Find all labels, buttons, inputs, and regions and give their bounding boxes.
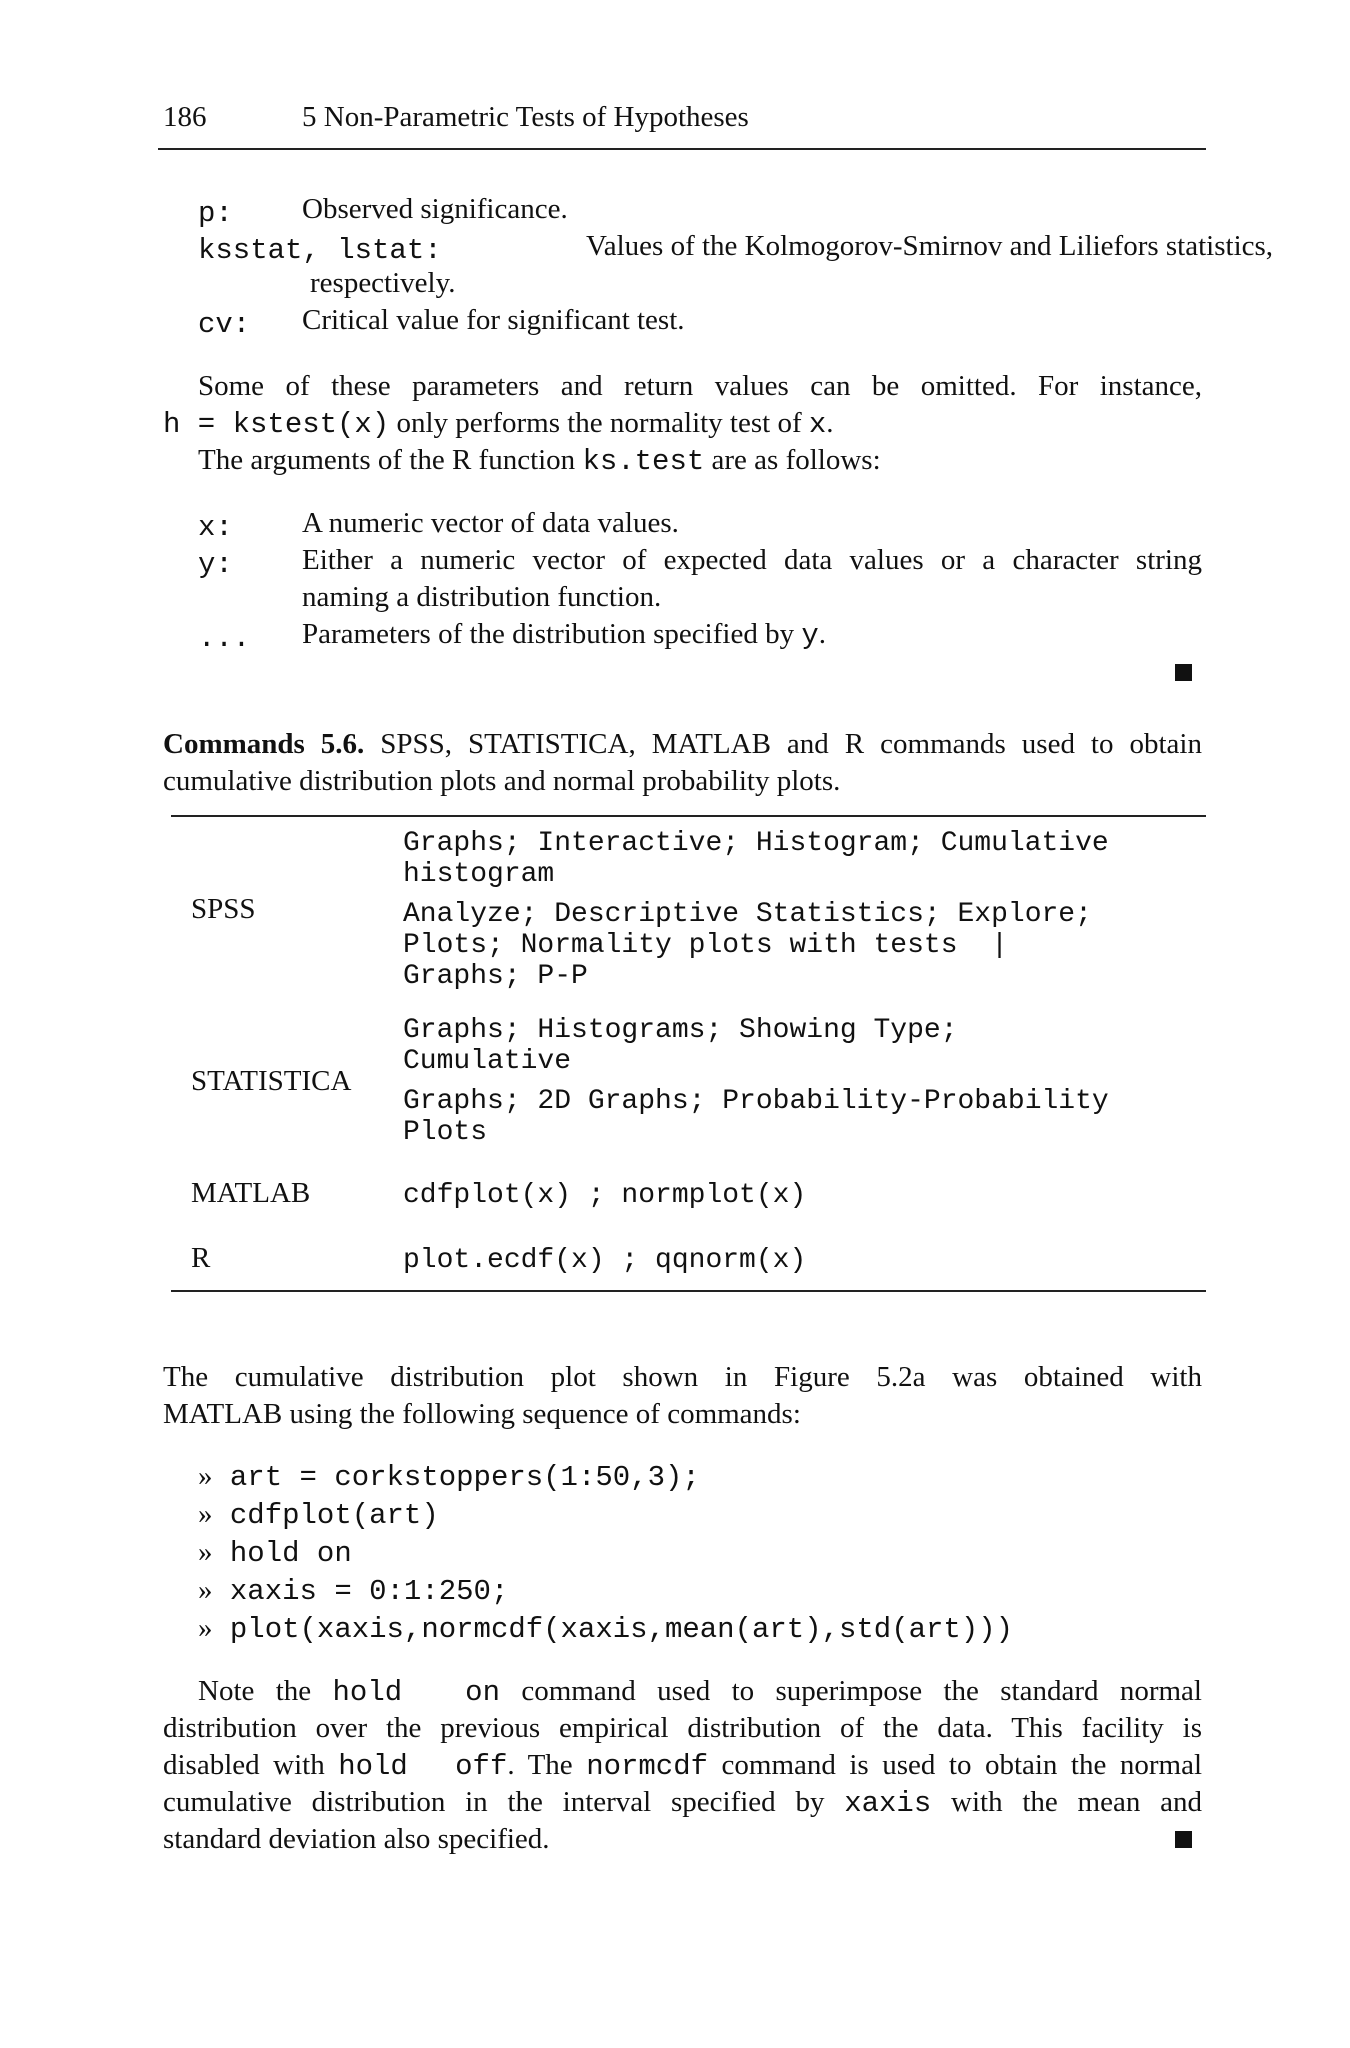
table-command-spss-2: Analyze; Descriptive Statistics; Explore; Plots; Normality plots with tests | Graphs; P-P	[403, 899, 1092, 992]
commands-caption-label: Commands 5.6.	[163, 728, 365, 760]
para3-text: command used to superimpose the standard normal	[499, 1675, 1202, 1707]
code-line	[198, 1572, 1013, 1610]
para3-text: disabled with	[163, 1749, 339, 1781]
para1-line3-tail: are as follows:	[704, 444, 881, 476]
table-top-rule	[171, 815, 1206, 817]
code-normcdf: normcdf	[586, 1750, 709, 1783]
param-desc-ksstat-cont: respectively.	[310, 267, 456, 299]
table-command-spss-1: Graphs; Interactive; Histogram; Cumulative histogram	[403, 828, 1109, 890]
param-name-cv: cv:	[198, 308, 251, 341]
prompt-glyph: »	[198, 1498, 213, 1530]
code-line-text: cdfplot(art)	[229, 1499, 439, 1532]
arg-desc-dots	[302, 615, 826, 655]
code-block	[198, 1458, 1013, 1648]
param-desc-ksstat: Values of the Kolmogorov-Smirnov and Liliefors statistics,	[586, 230, 1274, 262]
code-line-text: art = corkstoppers(1:50,3);	[229, 1461, 700, 1494]
code-ks-test: ks.test	[582, 445, 705, 478]
code-kstest: h = kstest(x)	[163, 408, 390, 441]
arg-desc-x: A numeric vector of data values.	[302, 507, 679, 539]
para3-line5: standard deviation also specified.	[163, 1823, 550, 1855]
table-bottom-rule	[171, 1290, 1206, 1292]
code-line-text: hold on	[229, 1537, 352, 1570]
para1-line2	[163, 404, 834, 444]
end-of-remark-square	[1175, 664, 1192, 681]
table-software-statistica: STATISTICA	[191, 1065, 352, 1097]
param-name-ksstat: ksstat, lstat:	[198, 234, 442, 267]
para3-line1	[198, 1672, 1202, 1712]
arg-desc-y-cont: naming a distribution function.	[302, 581, 662, 613]
prompt-glyph: »	[198, 1612, 213, 1644]
arg-desc-dots-period: .	[818, 618, 826, 650]
code-y: y	[801, 619, 819, 652]
page-number: 186	[163, 101, 207, 133]
para3-text: Note the	[198, 1675, 333, 1707]
param-name-p: p:	[198, 197, 233, 230]
arg-desc-y: Either a numeric vector of expected data values or a character string	[302, 544, 1202, 576]
code-line	[198, 1610, 1013, 1648]
code-x: x	[808, 408, 827, 441]
commands-caption-line1	[163, 725, 1202, 763]
arg-name-dots: ...	[198, 622, 251, 655]
code-line	[198, 1534, 1013, 1572]
commands-caption-text: SPSS, STATISTICA, MATLAB and R commands used to obtain	[364, 728, 1202, 760]
prompt-glyph: »	[198, 1574, 213, 1606]
code-hold-off: hold off	[338, 1750, 508, 1783]
prompt-glyph: »	[198, 1460, 213, 1492]
param-desc-cv: Critical value for significant test.	[302, 304, 685, 336]
para2-line2: MATLAB using the following sequence of commands:	[163, 1398, 801, 1430]
para3-text: command is used to obtain the normal	[708, 1749, 1203, 1781]
code-xaxis: xaxis	[844, 1787, 932, 1820]
para1-line1: Some of these parameters and return values can be omitted. For instance,	[198, 370, 1202, 402]
para3-line4	[163, 1783, 1202, 1823]
code-line-text: xaxis = 0:1:250;	[229, 1575, 509, 1608]
table-command-r: plot.ecdf(x) ; qqnorm(x)	[403, 1245, 807, 1276]
code-line-text: plot(xaxis,normcdf(xaxis,mean(art),std(art)))	[229, 1613, 1014, 1646]
prompt-glyph: »	[198, 1536, 213, 1568]
para3-text: . The	[507, 1749, 587, 1781]
table-command-statistica-2: Graphs; 2D Graphs; Probability-Probability Plots	[403, 1086, 1109, 1148]
table-command-statistica-1: Graphs; Histograms; Showing Type; Cumulative	[403, 1015, 958, 1077]
arg-name-y: y:	[198, 548, 233, 581]
para3-text: with the mean and	[931, 1786, 1202, 1818]
commands-caption-line2: cumulative distribution plots and normal probability plots.	[163, 765, 841, 797]
param-desc-p: Observed significance.	[302, 193, 568, 225]
table-software-spss: SPSS	[191, 893, 256, 925]
code-line	[198, 1458, 1013, 1496]
end-of-example-square	[1175, 1831, 1192, 1848]
para2-line1: The cumulative distribution plot shown in Figure 5.2a was obtained with	[163, 1361, 1202, 1393]
para1-period: .	[826, 407, 834, 439]
para1-line3-text: The arguments of the R function	[198, 444, 583, 476]
para3-line2: distribution over the previous empirical distribution of the data. This facility is	[163, 1712, 1202, 1744]
code-hold-on: hold on	[332, 1676, 500, 1709]
para3-text: cumulative distribution in the interval specified by	[163, 1786, 845, 1818]
arg-desc-dots-text: Parameters of the distribution specified by	[302, 618, 802, 650]
para1-text: only performs the normality test of	[389, 407, 809, 439]
code-line	[198, 1496, 1013, 1534]
table-software-r: R	[191, 1242, 211, 1274]
header-rule	[158, 148, 1206, 150]
table-command-matlab: cdfplot(x) ; normplot(x)	[403, 1180, 807, 1211]
running-title: 5 Non-Parametric Tests of Hypotheses	[302, 101, 749, 133]
para3-line3	[163, 1746, 1202, 1786]
para1-line3	[198, 441, 881, 481]
table-software-matlab: MATLAB	[191, 1177, 311, 1209]
arg-name-x: x:	[198, 511, 233, 544]
